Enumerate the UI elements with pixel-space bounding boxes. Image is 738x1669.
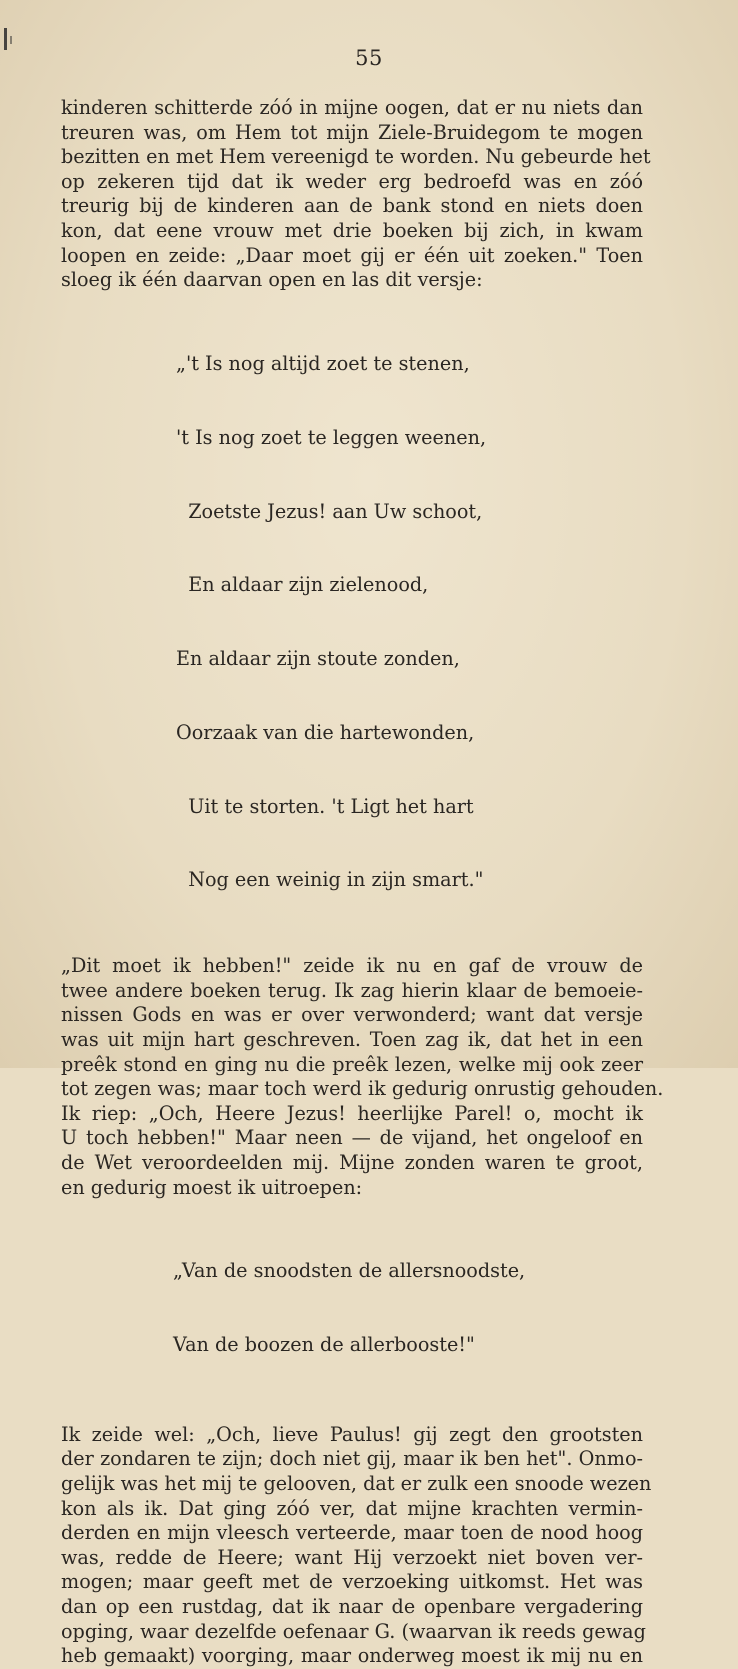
scan-edge-mark <box>10 36 12 44</box>
text-line: twee andere boeken terug. Ik zag hierin klaar de bemoeie- <box>61 978 643 1002</box>
text-line: bezitten en met Hem vereenigd te worden. Nu gebeurde het <box>61 145 651 169</box>
body-text <box>61 96 664 1669</box>
text-line: treurig bij de kinderen aan de bank stond en niets doen <box>61 194 643 218</box>
text-line: was uit mijn hart geschreven. Toen zag ik, dat het in een <box>61 1027 643 1051</box>
text-line: kon als ik. Dat ging zóó ver, dat mijne krachten vermin- <box>61 1496 643 1520</box>
text-line: U toch hebben!" Maar neen — de vijand, het ongeloof en <box>61 1126 643 1150</box>
text-line: de Wet veroordeelden mij. Mijne zonden waren te groot, <box>61 1150 643 1174</box>
text-line: sloeg ik één daarvan open en las dit versje: <box>61 268 483 292</box>
paragraph-3 <box>61 1422 652 1669</box>
verse-line: En aldaar zijn zielenood, <box>176 573 429 597</box>
paragraph-2 <box>61 954 664 1200</box>
verse-1 <box>61 303 643 942</box>
text-line: mogen; maar geeft met de verzoeking uitkomst. Het was <box>61 1570 643 1594</box>
text-line: kinderen schitterde zóó in mijne oogen, dat er nu niets dan <box>61 96 643 119</box>
verse-2 <box>61 1210 643 1407</box>
text-line: der zondaren te zijn; doch niet gij, maar ik ben het". Onmo- <box>61 1447 643 1471</box>
text-line: nissen Gods en was er over verwonderd; want dat versje <box>61 1003 643 1027</box>
verse-line: Zoetste Jezus! aan Uw schoot, <box>176 499 483 523</box>
text-line: Ik riep: „Och, Heere Jezus! heerlijke Parel! o, mocht ik <box>61 1101 643 1125</box>
text-line: opging, waar dezelfde oefenaar G. (waarvan ik reeds gewag <box>61 1619 646 1643</box>
verse-line: Oorzaak van die hartewonden, <box>176 720 475 744</box>
verse-line: „Van de snoodsten de allersnoodste, <box>173 1259 526 1283</box>
text-line: dan op een rustdag, dat ik naar de openbare vergadering <box>61 1595 643 1619</box>
text-line: gelijk was het mij te gelooven, dat er zulk een snoode wezen <box>61 1472 652 1496</box>
verse-line: „'t Is nog altijd zoet te stenen, <box>176 351 470 375</box>
text-line: heb gemaakt) voorging, maar onderweg moest ik mij nu en <box>61 1644 643 1668</box>
verse-line: Nog een weinig in zijn smart." <box>176 868 484 892</box>
text-line: „Dit moet ik hebben!" zeide ik nu en gaf de vrouw de <box>61 954 643 978</box>
text-line: en gedurig moest ik uitroepen: <box>61 1175 363 1199</box>
verse-line: 't Is nog zoet te leggen weenen, <box>176 425 487 449</box>
text-line: was, redde de Heere; want Hij verzoekt niet boven ver- <box>61 1545 643 1569</box>
verse-line: Uit te storten. 't Ligt het hart <box>176 794 474 818</box>
text-line: kon, dat eene vrouw met drie boeken bij zich, in kwam <box>61 218 643 242</box>
text-line: derden en mijn vleesch verteerde, maar toen de nood hoog <box>61 1521 643 1545</box>
text-line: treuren was, om Hem tot mijn Ziele-Bruidegom te mogen <box>61 120 643 144</box>
text-line: Ik zeide wel: „Och, lieve Paulus! gij zegt den grootsten <box>61 1422 643 1446</box>
page-number: 55 <box>355 46 383 70</box>
text-line: loopen en zeide: „Daar moet gij er één uit zoeken." Toen <box>61 243 643 267</box>
paragraph-1 <box>61 96 651 293</box>
text-line: preêk stond en ging nu die preêk lezen, welke mij ook zeer <box>61 1052 643 1076</box>
text-line: op zekeren tijd dat ik weder erg bedroefd was en zóó <box>61 169 643 193</box>
text-line: tot zegen was; maar toch werd ik gedurig onrustig gehouden. <box>61 1077 664 1101</box>
verse-line: Van de boozen de allerbooste!" <box>173 1333 475 1357</box>
verse-line: En aldaar zijn stoute zonden, <box>176 647 460 671</box>
